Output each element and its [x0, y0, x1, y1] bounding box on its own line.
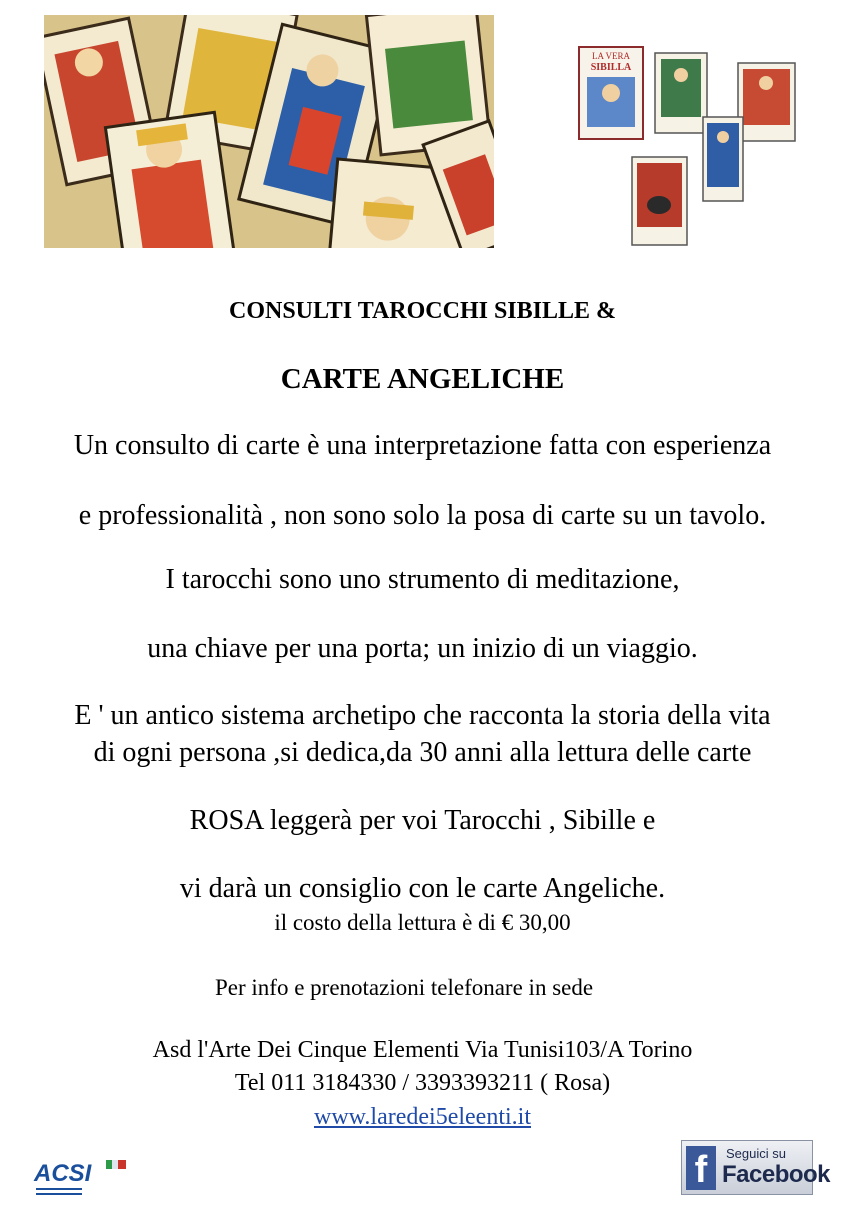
body-line: ROSA leggerà per voi Tarocchi , Sibille e	[189, 805, 656, 836]
phone-line: Tel 011 3184330 / 3393393211 ( Rosa)	[234, 1070, 611, 1096]
body-line: vi darà un consiglio con le carte Angeliche.	[179, 873, 666, 904]
sibille-title-line2: SIBILLA	[590, 62, 632, 73]
body-line: I tarocchi sono uno strumento di meditazione,	[165, 564, 680, 595]
acsi-logo	[32, 1155, 128, 1201]
address-line: Asd l'Arte Dei Cinque Elementi Via Tunisi103/A Torino	[152, 1037, 693, 1063]
body-line: E ' un antico sistema archetipo che racconta la storia della vita	[74, 700, 771, 731]
acsi-logo-text: ACSI	[34, 1160, 92, 1187]
info-line: Per info e prenotazioni telefonare in sede	[215, 975, 594, 1000]
sibille-cards-image	[575, 45, 800, 250]
facebook-small-text: Seguici su	[726, 1146, 786, 1161]
body-line: di ogni persona ,si dedica,da 30 anni alla lettura delle carte	[93, 737, 752, 768]
body-line: Un consulto di carte è una interpretazione fatta con esperienza	[73, 430, 772, 461]
price-line: il costo della lettura è di € 30,00	[274, 910, 571, 935]
body-line: e professionalità , non sono solo la posa di carte su un tavolo.	[78, 500, 767, 531]
facebook-big-text: Facebook	[722, 1161, 831, 1188]
website-link[interactable]: www.laredei5eleenti.it	[313, 1104, 532, 1130]
facebook-follow-button[interactable]	[681, 1140, 831, 1195]
sibille-title-line1: LA VERA	[591, 51, 631, 61]
body-line: una chiave per una porta; un inizio di un viaggio.	[147, 633, 698, 664]
page-title-line1: CONSULTI TAROCCHI SIBILLE &	[228, 298, 616, 324]
tarot-collage-image	[44, 15, 494, 248]
page-title-line2: CARTE ANGELICHE	[280, 363, 565, 395]
facebook-icon: f	[686, 1146, 716, 1190]
